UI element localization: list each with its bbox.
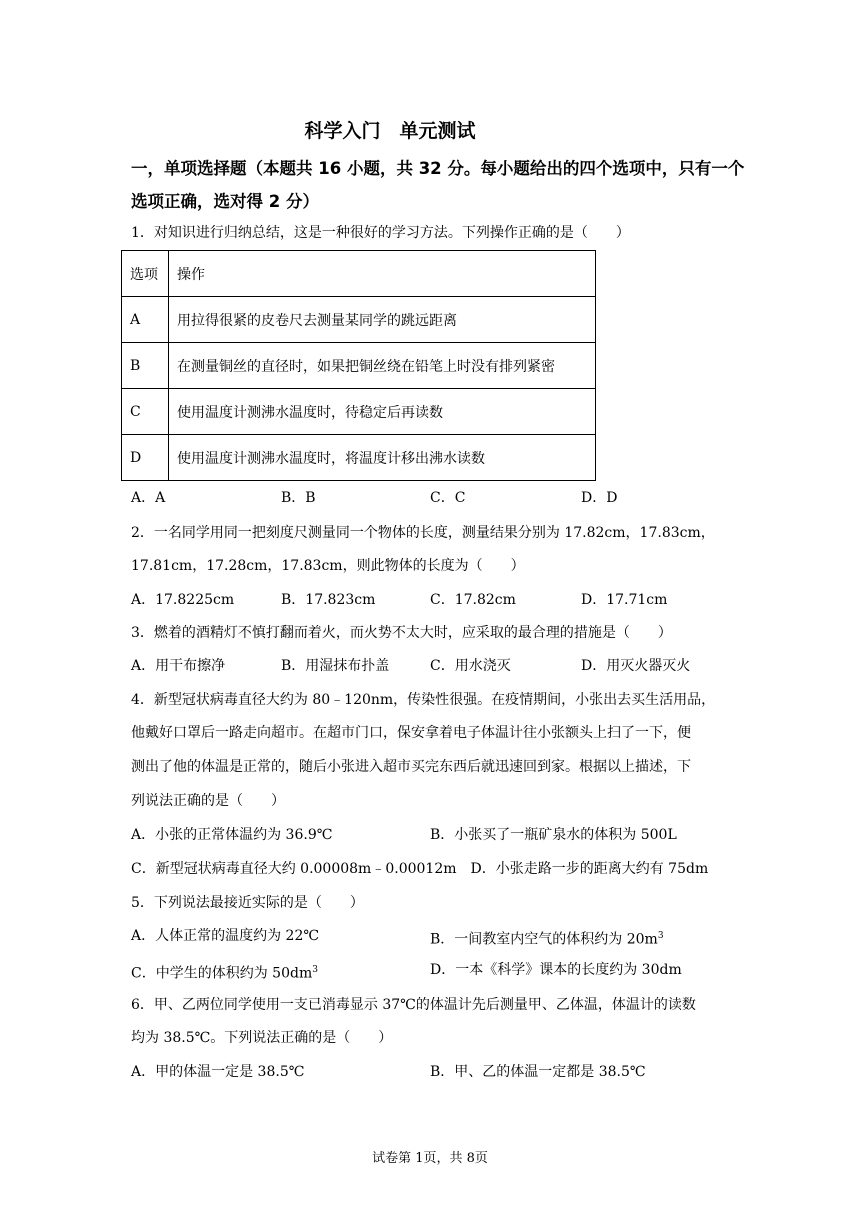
q4-option-a: A．小张的正常体温约为 36.9℃ [131, 827, 333, 843]
q5-option-c-superscript: 3 [312, 965, 318, 975]
q1-option-d: D．D [581, 490, 618, 506]
q5-option-b [430, 926, 664, 950]
q5-option-c [131, 960, 318, 984]
page-footer: 试卷第 1页，共 8页 [372, 1151, 488, 1166]
table-row [122, 435, 596, 481]
q3-stem: 3．燃着的酒精灯不慎打翻而着火，而火势不太大时，应采取的最合理的措施是（ ） [131, 625, 672, 641]
q1-option-c: C．C [430, 490, 466, 506]
q6-stem-line2: 均为 38.5℃。下列说法正确的是（ ） [131, 1030, 393, 1046]
q2-option-d: D．17.71cm [581, 592, 668, 608]
q5-stem: 5．下列说法最接近实际的是（ ） [131, 895, 364, 911]
q4-option-cd: C．新型冠状病毒直径大约 0.00008m﹣0.00012m D．小张走路一步的距离大约有 75dm [131, 861, 709, 877]
table-row [122, 389, 596, 435]
table-cell-key: C [122, 389, 169, 435]
table-header-row [122, 251, 596, 297]
section-heading: 一，单项选择题（本题共 16 小题，共 32 分。每小题给出的四个选项中，只有一个选项正确，选对得 2 分） [131, 159, 745, 211]
q2-option-c: C．17.82cm [430, 592, 516, 608]
table-header-cell: 选项 [122, 251, 169, 297]
q6-option-b: B．甲、乙的体温一定都是 38.5℃ [430, 1064, 646, 1080]
q1-option-a: A．A [131, 490, 166, 506]
q2-option-b: B．17.823cm [281, 592, 376, 608]
table-cell-key: B [122, 343, 169, 389]
table-cell-key: A [122, 297, 169, 343]
q2-stem-line1: 2．一名同学用同一把刻度尺测量同一个物体的长度，测量结果分别为 17.82cm，17.83cm， [131, 525, 715, 541]
q5-option-a: A．人体正常的温度约为 22℃ [131, 928, 320, 944]
q3-option-a: A．用干布擦净 [131, 658, 226, 674]
q1-stem: 1．对知识进行归纳总结，这是一种很好的学习方法。下列操作正确的是（ ） [131, 225, 630, 241]
q3-option-c: C．用水浇灭 [430, 658, 511, 674]
q5-option-b-superscript: 3 [657, 931, 664, 941]
q4-stem-line4: 列说法正确的是（ ） [131, 793, 285, 809]
table-header-cell: 操作 [169, 251, 596, 297]
table-cell-key: D [122, 435, 169, 481]
q4-stem-line2: 他戴好口罩后一路走向超市。在超市门口，保安拿着电子体温计往小张额头上扫了一下，便 [131, 725, 691, 741]
table-cell-text: 在测量铜丝的直径时，如果把铜丝绕在铅笔上时没有排列紧密 [169, 343, 596, 389]
table-cell-text: 使用温度计测沸水温度时，待稳定后再读数 [169, 389, 596, 435]
q1-options-table [121, 250, 596, 481]
table-cell-text: 使用温度计测沸水温度时，将温度计移出沸水读数 [169, 435, 596, 481]
q2-stem-line2: 17.81cm，17.28cm，17.83cm，则此物体的长度为（ ） [131, 558, 525, 574]
q5-option-c-text: C．中学生的体积约为 50dm [131, 965, 313, 982]
q4-stem-line3: 测出了他的体温是正常的，随后小张进入超市买完东西后就迅速回到家。根据以上描述，下 [131, 759, 691, 775]
table-cell-text: 用拉得很紧的皮卷尺去测量某同学的跳远距离 [169, 297, 596, 343]
q4-stem-line1: 4．新型冠状病毒直径大约为 80﹣120nm，传染性很强。在疫情期间，小张出去买生活用品， [131, 692, 716, 708]
q5-option-b-text: B．一间教室内空气的体积约为 20m [430, 931, 658, 948]
q2-option-a: A．17.8225cm [131, 592, 235, 608]
q5-option-d: D．一本《科学》课本的长度约为 30dm [430, 962, 682, 978]
q4-option-b: B．小张买了一瓶矿泉水的体积为 500L [430, 827, 677, 843]
q3-option-b: B．用湿抹布扑盖 [281, 658, 390, 674]
q1-option-b: B．B [281, 490, 316, 506]
table-row [122, 343, 596, 389]
table-row [122, 297, 596, 343]
q3-option-d: D．用灭火器灭火 [581, 658, 691, 674]
page-title: 科学入门 单元测试 [304, 120, 476, 142]
q6-option-a: A．甲的体温一定是 38.5℃ [131, 1064, 305, 1080]
q6-stem-line1: 6．甲、乙两位同学使用一支已消毒显示 37℃的体温计先后测量甲、乙体温，体温计的读数 [131, 997, 696, 1013]
